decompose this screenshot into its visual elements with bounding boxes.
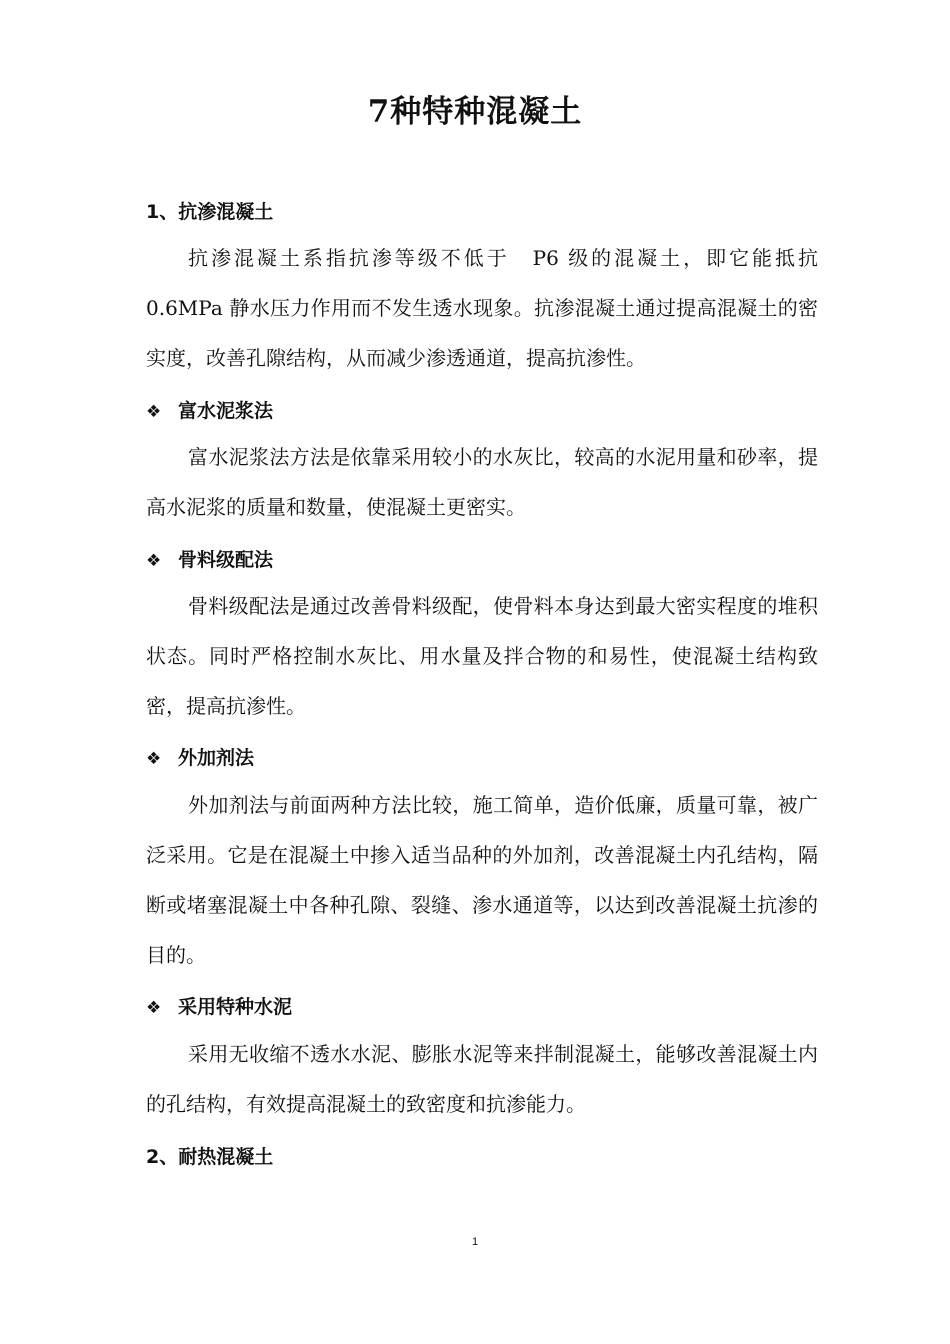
- document-title: 7种特种混凝土: [367, 94, 583, 130]
- method-heading-3: [146, 743, 254, 770]
- section-heading-2: 2、耐热混凝土: [146, 1146, 274, 1168]
- method-4-paragraph: 采用无收缩不透水水泥、膨胀水泥等来拌制混凝土，能够改善混凝土内的孔结构，有效提高混凝土的致密度和抗渗能力。: [146, 1042, 818, 1116]
- diamond-bullet-icon: ❖: [146, 749, 162, 769]
- method-title: 骨料级配法: [178, 549, 274, 571]
- method-2-paragraph: 骨料级配法是通过改善骨料级配，使骨料本身达到最大密实程度的堆积状态。同时严格控制水灰比、用水量及拌合物的和易性，使混凝土结构致密，提高抗渗性。: [146, 594, 818, 718]
- method-title: 外加剂法: [178, 747, 255, 769]
- method-title: 富水泥浆法: [178, 400, 274, 422]
- method-1-paragraph: 富水泥浆法方法是依靠采用较小的水灰比，较高的水泥用量和砂率，提高水泥浆的质量和数量，使混凝土更密实。: [146, 445, 818, 519]
- section-heading-1: 1、抗渗混凝土: [146, 201, 274, 223]
- diamond-bullet-icon: ❖: [146, 402, 162, 422]
- method-title: 采用特种水泥: [178, 996, 293, 1018]
- diamond-bullet-icon: ❖: [146, 998, 162, 1018]
- method-3-paragraph: 外加剂法与前面两种方法比较，施工简单，造价低廉，质量可靠，被广泛采用。它是在混凝土中掺入适当品种的外加剂，改善混凝土内孔结构，隔断或堵塞混凝土中各种孔隙、裂缝、渗水通道等，以达到改善混凝土抗渗的目的。: [146, 793, 818, 967]
- section-1-intro-paragraph: 抗渗混凝土系指抗渗等级不低于 P6 级的混凝土，即它能抵抗 0.6MPa 静水压力作用而不发生透水现象。抗渗混凝土通过提高混凝土的密实度，改善孔隙结构，从而减少渗透通道，提高抗渗性。: [146, 246, 818, 370]
- page-number: 1: [471, 1236, 479, 1248]
- method-heading-1: [146, 396, 273, 423]
- method-heading-4: [146, 992, 292, 1019]
- diamond-bullet-icon: ❖: [146, 551, 162, 571]
- method-heading-2: [146, 545, 273, 572]
